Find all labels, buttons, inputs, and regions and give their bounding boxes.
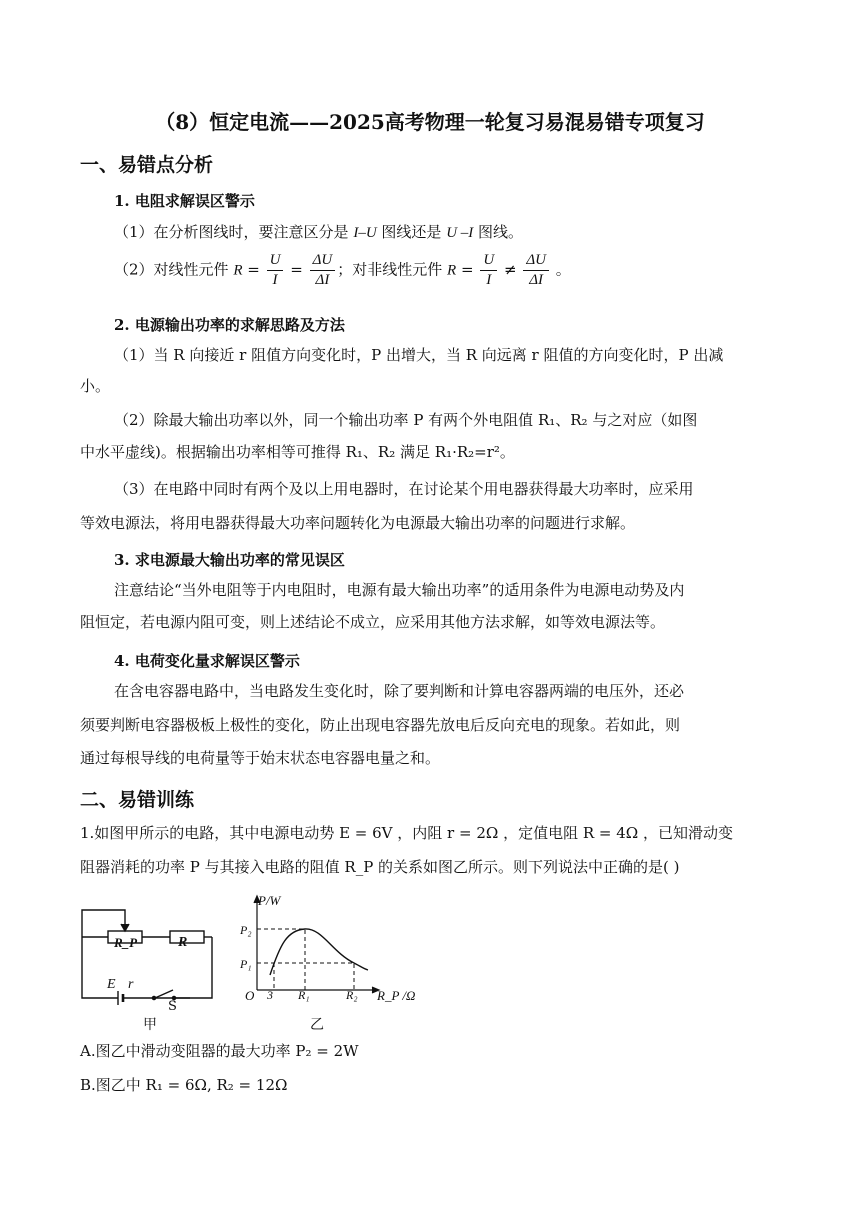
subheading-4: 4. 电荷变化量求解误区警示 <box>114 652 300 670</box>
paragraph-2-2b: 中水平虚线)。根据输出功率相等可推得 R₁、R₂ 满足 R₁·R₂=r²。 <box>80 443 515 461</box>
power-graph <box>232 890 422 1036</box>
subheading-2: 2. 电源输出功率的求解思路及方法 <box>114 316 345 334</box>
graph-xlabel: R_P /Ω <box>377 988 416 1003</box>
circuit-label-switch: S <box>168 999 177 1014</box>
circuit-caption: 甲 <box>143 1017 157 1033</box>
subheading-3: 3. 求电源最大输出功率的常见误区 <box>114 551 345 569</box>
paragraph-2-1: （1）当 R 向接近 r 阻值方向变化时，P 出增大，当 R 向远离 r 阻值的方向变化时，P 出减 <box>114 346 724 364</box>
paragraph-3-1: 注意结论“当外电阻等于内电阻时，电源有最大输出功率”的适用条件为电源电动势及内 <box>114 581 685 599</box>
question-1-stem-line1: 1.如图甲所示的电路，其中电源电动势 E = 6V ，内阻 r = 2Ω ，定值电阻 R = 4Ω ，已知滑动变 <box>80 824 733 842</box>
option-a: A.图乙中滑动变阻器的最大功率 P₂ = 2W <box>80 1042 359 1060</box>
paragraph-3-2: 阻恒定，若电源内阻可变，则上述结论不成立，应采用其他方法求解，如等效电源法等。 <box>80 613 666 631</box>
paragraph-2-2: （2）除最大输出功率以外，同一个输出功率 P 有两个外电阻值 R₁、R₂ 与之对应（如图 <box>114 411 698 429</box>
circuit-label-rp: R_P <box>114 935 138 950</box>
section-heading-1: 一、易错点分析 <box>80 154 214 176</box>
graph-xtick-r2: R₂ <box>346 988 358 1002</box>
paragraph-2-3b: 等效电源法，将用电器获得最大功率问题转化为电源最大输出功率的问题进行求解。 <box>80 514 636 532</box>
paragraph-1-2: （2）对线性元件 R = $\frac{U}{I}$ = $\frac{\Delta U}{\Delta I}$ ；对非线性元件 R = $\frac{U}{I}$ ≠ $\frac{\Delta U}{\Delta I}$ 。 <box>114 252 571 288</box>
paragraph-4-1: 在含电容器电路中，当电路发生变化时，除了要判断和计算电容器两端的电压外，还必 <box>114 682 685 700</box>
subheading-1: 1. 电阻求解误区警示 <box>114 192 255 210</box>
graph-xtick-r1: R₁ <box>298 988 310 1002</box>
paragraph-1-1: （1）在分析图线时，要注意区分是 I–U 图线还是 U –I 图线。 <box>114 223 524 241</box>
dashed-guide-p2 <box>257 929 305 990</box>
circuit-label-emf: E <box>107 977 116 992</box>
graph-ylabel: P/W <box>258 893 281 908</box>
question-1-stem-line2: 阻器消耗的功率 P 与其接入电路的阻值 R_P 的关系如图乙所示。则下列说法中正确的是( ) <box>80 858 680 876</box>
paragraph-4-3: 通过每根导线的电荷量等于始末状态电容器电量之和。 <box>80 749 441 767</box>
option-b: B.图乙中 R₁ = 6Ω, R₂ = 12Ω <box>80 1076 288 1094</box>
section-heading-2: 二、易错训练 <box>80 789 195 811</box>
power-curve <box>270 929 368 975</box>
graph-caption: 乙 <box>310 1017 324 1033</box>
paragraph-4-2: 须要判断电容器极板上极性的变化，防止出现电容器先放电后反向充电的现象。若如此，则 <box>80 716 681 734</box>
graph-xtick-3: 3 <box>267 988 273 1002</box>
graph-ytick-p2: P₂ <box>240 923 252 937</box>
circuit-label-r-fixed: R <box>178 935 188 950</box>
paragraph-2-3: （3）在电路中同时有两个及以上用电器时，在讨论某个用电器获得最大功率时，应采用 <box>114 480 694 498</box>
page-title: （8）恒定电流——2025高考物理一轮复习易混易错专项复习 <box>155 110 705 134</box>
graph-ytick-p1: P₁ <box>240 957 252 971</box>
graph-origin: O <box>245 988 255 1003</box>
paragraph-2-1b: 小。 <box>80 377 111 395</box>
circuit-label-internal-r: r <box>128 977 134 992</box>
